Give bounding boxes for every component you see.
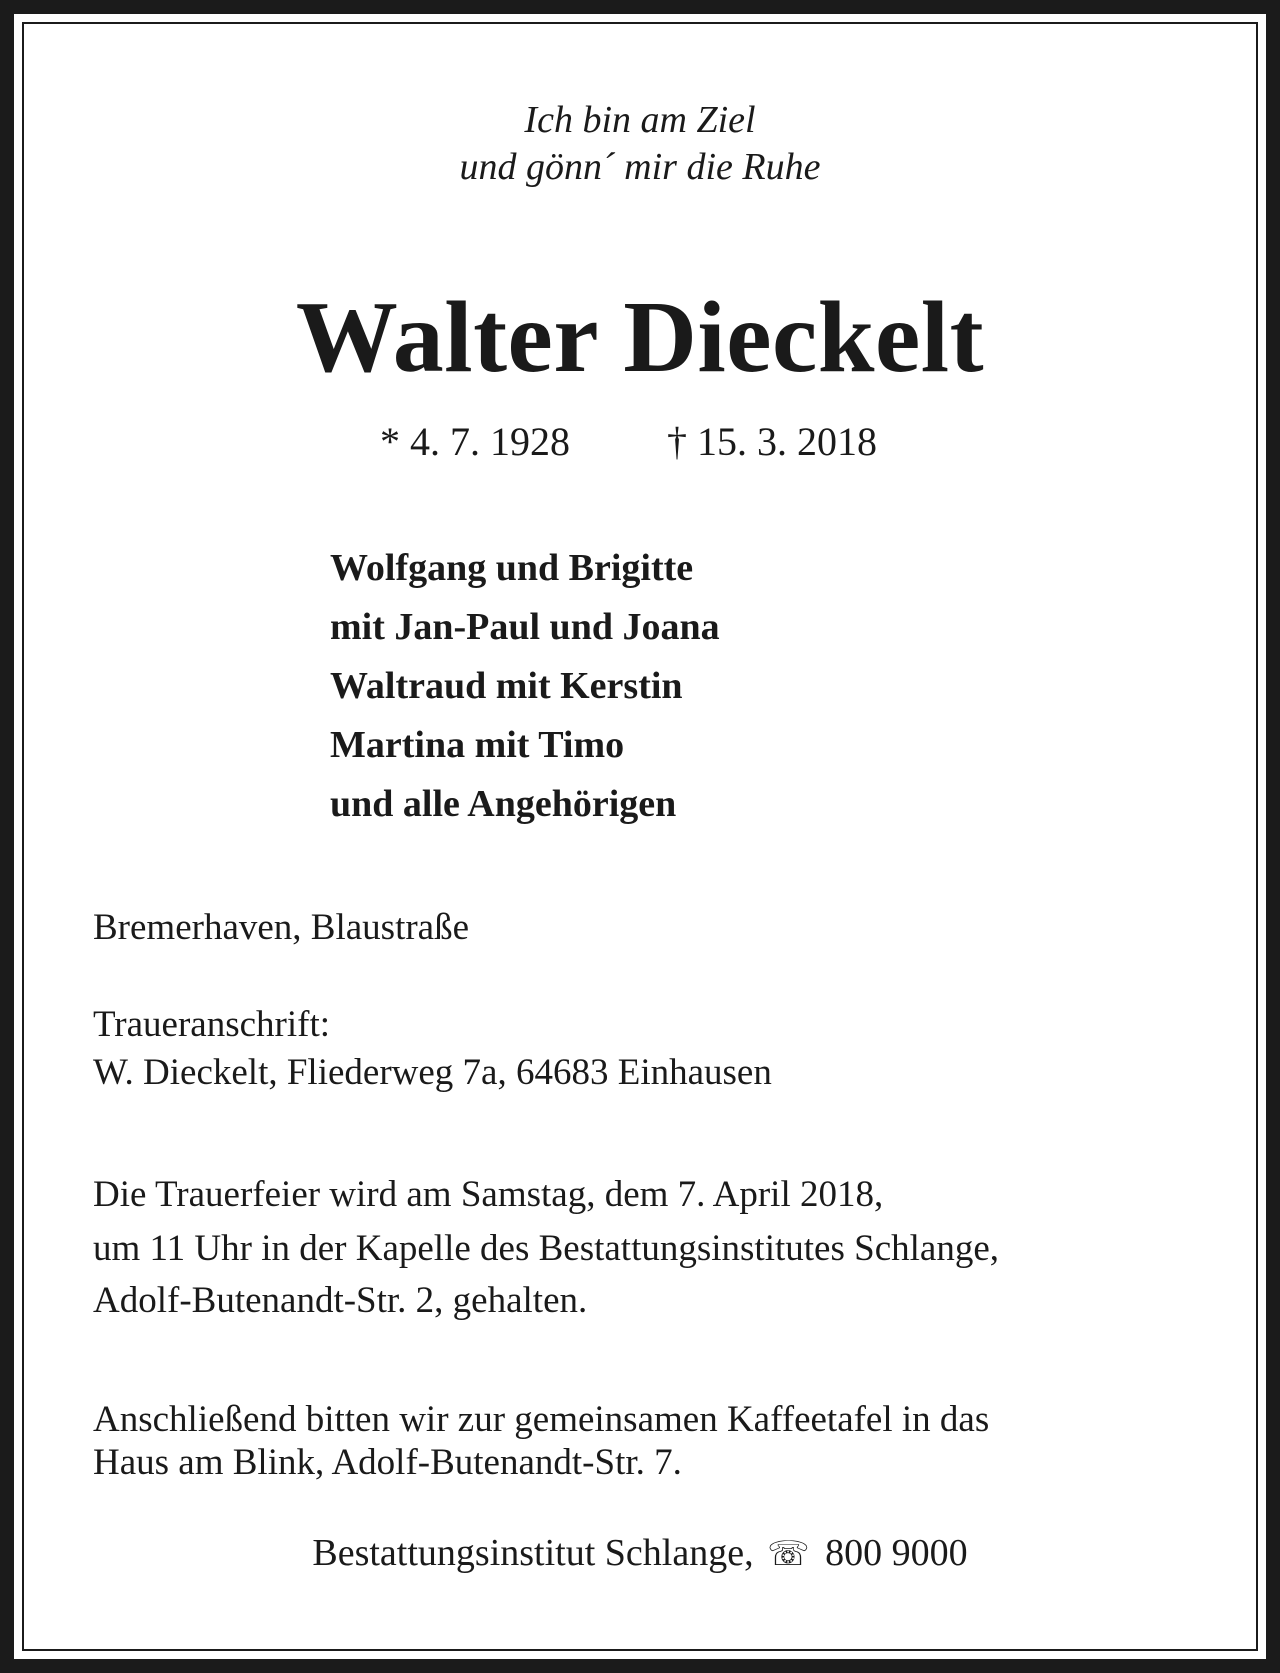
funeral-service-line: um 11 Uhr in der Kapelle des Bestattungsinstitutes Schlange,: [93, 1228, 999, 1269]
reception-line: Anschließend bitten wir zur gemeinsamen Kaffeetafel in das: [93, 1399, 990, 1440]
location: Bremerhaven, Blaustraße: [93, 907, 470, 948]
deceased-name: Walter Dieckelt: [295, 281, 985, 394]
death-date: † 15. 3. 2018: [667, 419, 877, 464]
motto-line-2: und gönn´ mir die Ruhe: [459, 146, 821, 188]
phone-number: 800 9000: [825, 1532, 968, 1574]
mourner-line: Waltraud mit Kerstin: [330, 665, 683, 707]
reception-line: Haus am Blink, Adolf-Butenandt-Str. 7.: [93, 1442, 682, 1483]
mourning-address: W. Dieckelt, Fliederweg 7a, 64683 Einhausen: [93, 1052, 772, 1093]
mourner-line: und alle Angehörigen: [330, 783, 677, 825]
funeral-service-line: Adolf-Butenandt-Str. 2, gehalten.: [93, 1280, 588, 1321]
funeral-service-line: Die Trauerfeier wird am Samstag, dem 7. April 2018,: [93, 1174, 884, 1215]
mourner-line: Martina mit Timo: [330, 724, 625, 766]
telephone-icon: ☏: [767, 1534, 810, 1574]
birth-date: * 4. 7. 1928: [380, 419, 570, 464]
mourner-line: Wolfgang und Brigitte: [330, 547, 694, 589]
mourning-address-label: Traueranschrift:: [93, 1004, 331, 1045]
mourner-line: mit Jan-Paul und Joana: [330, 606, 720, 648]
funeral-home-name: Bestattungsinstitut Schlange,: [312, 1532, 754, 1574]
motto-line-1: Ich bin am Ziel: [524, 99, 756, 141]
footer-contact: [0, 1530, 1280, 1577]
